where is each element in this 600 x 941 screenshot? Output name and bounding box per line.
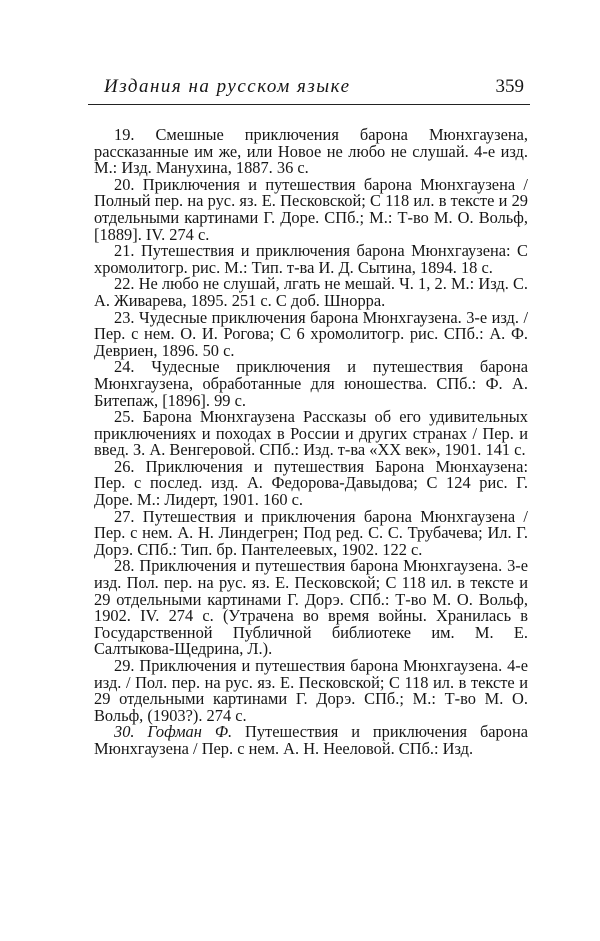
bibliography-entry-29 bbox=[94, 658, 528, 724]
entry-text: 22. Не любо не слушай, лгать не мешай. Ч. 1, 2. М.: Изд. С. А. Живарева, 1895. 251 с. С доб. Шнорра. bbox=[94, 274, 528, 310]
section-title: Издания на русском языке bbox=[104, 76, 351, 97]
bibliography-entry-24 bbox=[94, 359, 528, 409]
bibliography-entry-22 bbox=[94, 276, 528, 309]
page-number: 359 bbox=[495, 76, 524, 97]
bibliography-entry-23 bbox=[94, 307, 528, 360]
entry-text: 21. Путешествия и приключения барона Мюнхгаузена: С хромолитогр. рис. М.: Тип. т-ва И. Д. Сытина, 1894. 18 с. bbox=[94, 241, 528, 277]
bibliography-entry-27 bbox=[94, 506, 528, 559]
bibliography-entry-26 bbox=[94, 456, 528, 510]
bibliography-entry-28 bbox=[94, 558, 528, 658]
entry-text: 25. Барона Мюнхгаузена Рассказы об его удивительных приключениях и походах в России и других странах / Пер. и введ. З. А. Венгеровой. СПб.: Изд. т-ва «XX век», 1901. 141 с. bbox=[94, 407, 528, 460]
bibliography-entry-25 bbox=[94, 409, 528, 459]
bibliography-entry-20 bbox=[94, 174, 528, 244]
entry-text: 20. Приключения и путешествия барона Мюнхгаузена / Полный пер. на рус. яз. Е. Песковской; С 118 ил. в тексте и 29 отдельными картинами Г. Доре. СПб.; М.: Т-во М. О. Вольф, [1889]. IV. 274 с. bbox=[94, 174, 528, 244]
entry-text: 24. Чудесные приключения и путешествия барона Мюнхгаузена, обработанные для юношества. СПб.: Ф. А. Битепаж, [1896]. 99 с. bbox=[94, 357, 528, 410]
entry-text: 28. Приключения и путешествия барона Мюнхгаузена. 3-е изд. Пол. пер. на рус. яз. Е. Песковской; С 118 ил. в тексте и 29 отдельными картинами Г. Дорэ. СПб.: Т-во М. О. Вольф, 1902. IV. 274 с. (Утрачена во время войны. Хранилась в Государственной Публичной библиотеке им. М. Е. Салтыкова-Щедрина, Л.). bbox=[94, 556, 528, 659]
entry-text: Путешествия и приключения барона Мюнхгаузена / Пер. с нем. А. Н. Нееловой. СПб.: Изд. bbox=[94, 722, 528, 758]
bibliography-entry-19 bbox=[94, 127, 528, 177]
bibliography-list bbox=[94, 127, 528, 758]
entry-text: 26. Приключения и путешествия Барона Мюнхаузена: Пер. с послед. изд. А. Федорова-Давыдова; С 124 рис. Г. Доре. М.: Лидерт, 1901. 160 с. bbox=[94, 456, 528, 510]
bibliography-entry-30 bbox=[94, 724, 528, 757]
running-header bbox=[88, 70, 530, 105]
entry-text: 27. Путешествия и приключения барона Мюнхгаузена / Пер. с нем. А. Н. Линдегрен; Под ред. С. С. Трубачева; Ил. Г. Дорэ. СПб.: Тип. бр. Пантелеевых, 1902. 122 с. bbox=[94, 506, 528, 559]
bibliography-entry-21 bbox=[94, 243, 528, 276]
entry-text: 23. Чудесные приключения барона Мюнхгаузена. 3-е изд. / Пер. с нем. О. И. Рогова; С 6 хромолитогр. рис. СПб.: А. Ф. Девриен, 1896. 50 с. bbox=[94, 307, 528, 360]
entry-author: 30. Гофман Ф. bbox=[114, 722, 233, 742]
entry-text: 19. Смешные приключения барона Мюнхгаузена, рассказанные им же, или Новое не любо не слушай. 4-е изд. М.: Изд. Манухина, 1887. 36 с. bbox=[94, 125, 528, 178]
entry-text: 29. Приключения и путешествия барона Мюнхгаузена. 4-е изд. / Пол. пер. на рус. яз. Е. Песковской; С 118 ил. в тексте и 29 отдельными картинами Г. Дорэ. СПб.; М.: Т-во М. О. Вольф, (1903?). 274 с. bbox=[94, 656, 528, 725]
